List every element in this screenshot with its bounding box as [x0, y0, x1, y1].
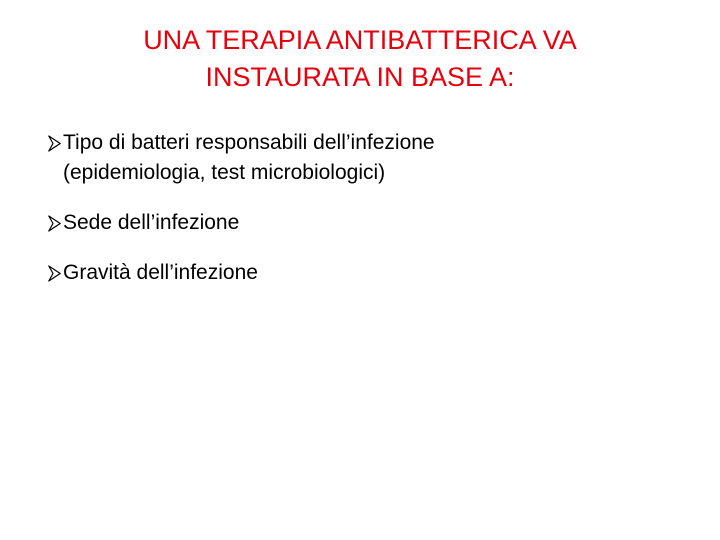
bullet-list: [48, 128, 688, 288]
bullet-text: [63, 258, 258, 288]
slide-title-line-2: INSTAURATA IN BASE A:: [205, 62, 515, 92]
bullet-text: [63, 208, 239, 238]
arrowhead-bullet-icon: [48, 215, 61, 232]
slide-title-line-1: UNA TERAPIA ANTIBATTERICA VA: [143, 25, 577, 55]
slide-title: [60, 22, 660, 96]
bullet-line: (epidemiologia, test microbiologici): [63, 161, 386, 184]
bullet-item: [48, 128, 688, 188]
bullet-item: [48, 258, 688, 288]
bullet-line: Tipo di batteri responsabili dell’infezione: [63, 131, 435, 154]
arrowhead-bullet-icon: [48, 135, 61, 152]
bullet-line: Gravità dell’infezione: [63, 261, 258, 284]
bullet-item: [48, 208, 688, 238]
bullet-text: [63, 128, 435, 188]
arrowhead-bullet-icon: [48, 265, 61, 282]
bullet-line: Sede dell’infezione: [63, 211, 240, 234]
